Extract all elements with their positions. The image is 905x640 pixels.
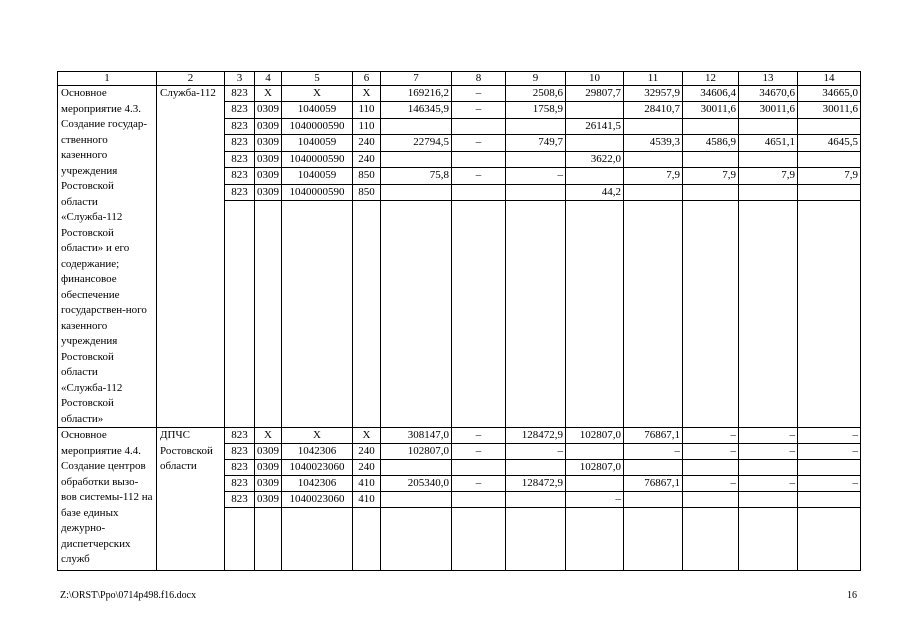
table-cell [566, 168, 624, 184]
table-cell [624, 118, 683, 134]
table-cell: 0309 [255, 151, 282, 167]
budget-table [57, 71, 861, 571]
column-header: 6 [353, 72, 381, 86]
empty-cell [381, 201, 452, 428]
table-cell: 4645,5 [798, 135, 861, 151]
table-cell: – [506, 444, 566, 460]
table-cell: 240 [353, 151, 381, 167]
table-cell [683, 118, 739, 134]
table-cell: 76867,1 [624, 476, 683, 492]
table-cell: 0309 [255, 135, 282, 151]
table-cell: 7,9 [739, 168, 798, 184]
header-row [58, 72, 861, 86]
table-cell [683, 492, 739, 508]
table-cell: 2508,6 [506, 86, 566, 102]
table-cell [506, 184, 566, 200]
table-cell: 1040000590 [282, 184, 353, 200]
table-cell: – [798, 428, 861, 444]
table-cell [739, 460, 798, 476]
table-cell [381, 184, 452, 200]
column-header: 8 [452, 72, 506, 86]
empty-cell [506, 508, 566, 571]
table-cell: – [452, 102, 506, 118]
table-cell: 1042306 [282, 444, 353, 460]
table-cell: – [452, 135, 506, 151]
table-cell: 102807,0 [381, 444, 452, 460]
table-cell [381, 151, 452, 167]
table-cell: 823 [225, 444, 255, 460]
table-cell [452, 460, 506, 476]
empty-cell [452, 201, 506, 428]
table-cell [452, 151, 506, 167]
table-cell [624, 492, 683, 508]
column-header: 5 [282, 72, 353, 86]
column-header: 3 [225, 72, 255, 86]
table-cell: 1040059 [282, 135, 353, 151]
table-cell [624, 460, 683, 476]
table-cell [566, 444, 624, 460]
table-cell: 0309 [255, 444, 282, 460]
table-cell: 1042306 [282, 476, 353, 492]
table-cell [506, 151, 566, 167]
empty-cell [624, 201, 683, 428]
table-cell [798, 492, 861, 508]
table-cell: – [683, 428, 739, 444]
table-cell: 102807,0 [566, 460, 624, 476]
table-cell: 823 [225, 460, 255, 476]
table-cell: 4539,3 [624, 135, 683, 151]
table-cell: 44,2 [566, 184, 624, 200]
empty-cell [798, 201, 861, 428]
table-cell [798, 460, 861, 476]
column-header: 1 [58, 72, 157, 86]
table-cell: 169216,2 [381, 86, 452, 102]
table-cell: 7,9 [798, 168, 861, 184]
column-header: 14 [798, 72, 861, 86]
table-cell: 823 [225, 135, 255, 151]
empty-cell [739, 508, 798, 571]
empty-cell [452, 508, 506, 571]
table-cell: 0309 [255, 492, 282, 508]
table-cell [624, 184, 683, 200]
table-cell [739, 151, 798, 167]
empty-cell [739, 201, 798, 428]
table-cell [798, 118, 861, 134]
empty-cell [353, 508, 381, 571]
table-cell: 823 [225, 102, 255, 118]
table-cell: 34606,4 [683, 86, 739, 102]
table-cell: 823 [225, 151, 255, 167]
table-cell [452, 118, 506, 134]
table-cell: – [624, 444, 683, 460]
table-cell: – [739, 428, 798, 444]
table-cell: 34670,6 [739, 86, 798, 102]
table-cell: – [798, 444, 861, 460]
table-cell: 1040000590 [282, 118, 353, 134]
table-cell [683, 460, 739, 476]
table-cell: 128472,9 [506, 428, 566, 444]
table-cell [739, 184, 798, 200]
column-header: 10 [566, 72, 624, 86]
table-cell: 823 [225, 428, 255, 444]
table-cell [739, 118, 798, 134]
footer-file-path: Z:\ORST\Ppo\0714p498.f16.docx [60, 590, 197, 601]
table-cell: 0309 [255, 476, 282, 492]
table-cell: 7,9 [683, 168, 739, 184]
table-cell: 1758,9 [506, 102, 566, 118]
table-cell: 1040059 [282, 102, 353, 118]
empty-cell [255, 201, 282, 428]
column-header: 4 [255, 72, 282, 86]
table-cell: 240 [353, 444, 381, 460]
table-cell [506, 118, 566, 134]
table-cell: 410 [353, 492, 381, 508]
column-header: 12 [683, 72, 739, 86]
empty-cell [798, 508, 861, 571]
table-cell: 308147,0 [381, 428, 452, 444]
table-cell: 850 [353, 184, 381, 200]
table-cell: – [452, 428, 506, 444]
empty-cell [225, 201, 255, 428]
table-row [58, 86, 861, 102]
empty-cell [624, 508, 683, 571]
table-cell: 30011,6 [683, 102, 739, 118]
table-cell [452, 492, 506, 508]
table-cell: 823 [225, 168, 255, 184]
table-cell [683, 151, 739, 167]
table-cell: – [452, 168, 506, 184]
footer-page-number: 16 [847, 590, 857, 601]
table-cell: 26141,5 [566, 118, 624, 134]
empty-cell [255, 508, 282, 571]
column-header: 11 [624, 72, 683, 86]
table-cell: Х [282, 428, 353, 444]
table-cell: Х [353, 86, 381, 102]
empty-cell [566, 508, 624, 571]
table-cell: – [452, 476, 506, 492]
table-cell: 110 [353, 118, 381, 134]
column-header: 9 [506, 72, 566, 86]
table-cell: 1040023060 [282, 460, 353, 476]
table-cell: 32957,9 [624, 86, 683, 102]
table-cell: – [739, 476, 798, 492]
executor-cell: ДПЧС Ростовской области [157, 428, 225, 571]
empty-cell [506, 201, 566, 428]
table-cell [566, 102, 624, 118]
table-cell: 30011,6 [798, 102, 861, 118]
table-cell: 30011,6 [739, 102, 798, 118]
table-cell [452, 184, 506, 200]
empty-cell [683, 201, 739, 428]
table-cell: 3622,0 [566, 151, 624, 167]
table-cell: Х [255, 86, 282, 102]
empty-cell [566, 201, 624, 428]
table-cell: 823 [225, 184, 255, 200]
table-cell [624, 151, 683, 167]
table-cell [798, 184, 861, 200]
table-cell: 28410,7 [624, 102, 683, 118]
table-cell: 749,7 [506, 135, 566, 151]
column-header: 7 [381, 72, 452, 86]
table-cell [506, 460, 566, 476]
table-cell [566, 135, 624, 151]
table-cell: 29807,7 [566, 86, 624, 102]
executor-cell: Служба-112 [157, 86, 225, 428]
table-cell: Х [282, 86, 353, 102]
table-cell [381, 118, 452, 134]
table-cell: 0309 [255, 168, 282, 184]
table-cell: 410 [353, 476, 381, 492]
event-description: Основное мероприятие 4.3. Создание государ-ственного казенного учреждения Ростовской области «Служба-112 Ростовской области» и его содержание; финансовое обеспечение государствен-ного казенного учреждения Ростовской области «Служба-112 Ростовской области» [58, 86, 157, 428]
table-cell: 0309 [255, 118, 282, 134]
table-cell: 34665,0 [798, 86, 861, 102]
table-cell: 75,8 [381, 168, 452, 184]
table-cell [381, 460, 452, 476]
table-cell [381, 492, 452, 508]
empty-cell [683, 508, 739, 571]
table-cell: – [506, 168, 566, 184]
table-cell: 1040000590 [282, 151, 353, 167]
table-cell: – [566, 492, 624, 508]
table-cell: 850 [353, 168, 381, 184]
empty-cell [353, 201, 381, 428]
table-cell: 0309 [255, 460, 282, 476]
table-cell: 240 [353, 460, 381, 476]
table-cell: – [452, 86, 506, 102]
table-cell [506, 492, 566, 508]
event-description: Основное мероприятие 4.4. Создание центров обработки вызо-вов системы-112 на базе единых дежурно-диспетчерских служб [58, 428, 157, 571]
table-cell [739, 492, 798, 508]
table-cell: – [683, 444, 739, 460]
table-cell: 823 [225, 492, 255, 508]
table-cell: 0309 [255, 184, 282, 200]
table-row [58, 428, 861, 444]
table-cell: 128472,9 [506, 476, 566, 492]
table-cell: 146345,9 [381, 102, 452, 118]
table-cell: – [452, 444, 506, 460]
table-cell [566, 476, 624, 492]
table-cell: 22794,5 [381, 135, 452, 151]
column-header: 13 [739, 72, 798, 86]
table-cell: 205340,0 [381, 476, 452, 492]
table-cell: Х [353, 428, 381, 444]
empty-cell [225, 508, 255, 571]
table-cell: 76867,1 [624, 428, 683, 444]
table-cell: 1040059 [282, 168, 353, 184]
table-cell: 7,9 [624, 168, 683, 184]
table-cell: 823 [225, 476, 255, 492]
table-cell: – [739, 444, 798, 460]
table-cell [683, 184, 739, 200]
table-cell: 110 [353, 102, 381, 118]
table-cell: 102807,0 [566, 428, 624, 444]
empty-cell [282, 508, 353, 571]
table-cell: 240 [353, 135, 381, 151]
table-cell: 0309 [255, 102, 282, 118]
empty-cell [381, 508, 452, 571]
table-cell: 823 [225, 118, 255, 134]
table-cell [798, 151, 861, 167]
table-cell: 4651,1 [739, 135, 798, 151]
table-cell: – [683, 476, 739, 492]
table-cell: 823 [225, 86, 255, 102]
table-cell: – [798, 476, 861, 492]
table-cell: Х [255, 428, 282, 444]
column-header: 2 [157, 72, 225, 86]
table-cell: 4586,9 [683, 135, 739, 151]
empty-cell [282, 201, 353, 428]
table-cell: 1040023060 [282, 492, 353, 508]
